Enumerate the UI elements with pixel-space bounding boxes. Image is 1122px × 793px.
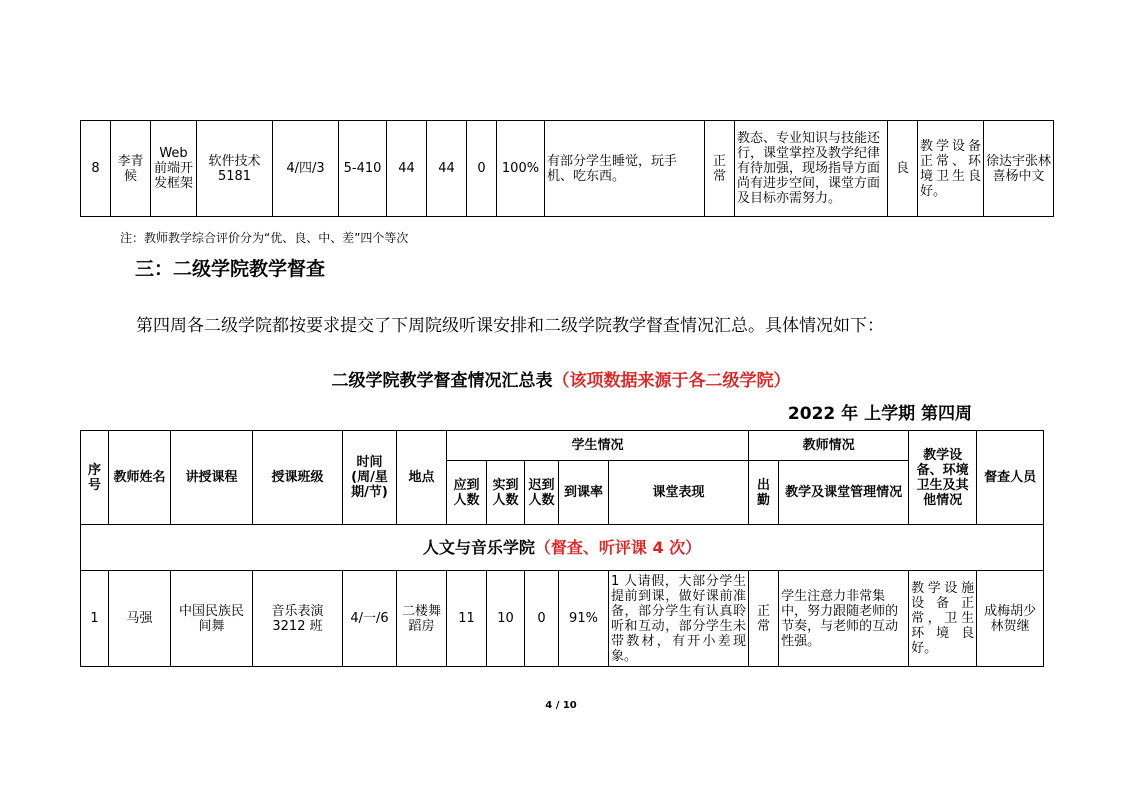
- table-title: [0, 366, 1122, 391]
- page-number: 4 / 10: [545, 700, 577, 711]
- class-time: 4/一/6: [343, 571, 397, 667]
- college-heading: [81, 525, 1044, 571]
- late-count: 0: [525, 571, 559, 667]
- header-row: [81, 431, 1044, 461]
- header-no: 序号: [81, 431, 109, 525]
- teacher-attendance: 正常: [705, 121, 735, 217]
- header-teacher-group: 教师情况: [749, 431, 909, 461]
- class-performance: 1 人请假，大部分学生提前到课，做好课前准备，部分学生有认真聆听和互动，部分学生未带教材，有开小差现象。: [609, 571, 749, 667]
- should-count: 11: [447, 571, 487, 667]
- attendance-rate: 100%: [497, 121, 545, 217]
- class-name: 软件技术5181: [197, 121, 273, 217]
- header-students: 学生情况: [447, 431, 749, 461]
- should-count: 44: [387, 121, 427, 217]
- table-row: [81, 571, 1044, 667]
- teaching-management: 教态、专业知识与技能还行，课堂掌控及教学纪律有待加强，现场指导方面尚有进步空间，课堂方面及目标亦需努力。: [735, 121, 888, 217]
- supervisors: 徐达宇张林喜杨中文: [984, 121, 1054, 217]
- header-rate: 到课率: [559, 461, 609, 525]
- table-row: [81, 121, 1054, 217]
- header-performance: 课堂表现: [609, 461, 749, 525]
- header-attendance: 出勤: [749, 461, 779, 525]
- header-environment: 教学设备、环境卫生及其他情况: [909, 431, 977, 525]
- table-title-main: 二级学院教学督查情况汇总表: [331, 371, 553, 391]
- teaching-management: 学生注意力非常集中，努力跟随老师的节奏，与老师的互动性强。: [779, 571, 909, 667]
- header-course: 讲授课程: [171, 431, 253, 525]
- summary-paragraph: 第四周各二级学院都按要求提交了下周院级听课安排和二级学院教学督查情况汇总。具体情况如下：: [136, 316, 884, 336]
- header-teacher: 教师姓名: [109, 431, 171, 525]
- term-line: 2022 年 上学期 第四周: [787, 404, 972, 424]
- course-name: Web前端开发框架: [151, 121, 197, 217]
- header-actual: 实到人数: [487, 461, 525, 525]
- place: 二楼舞蹈房: [397, 571, 447, 667]
- table-title-note: （该项数据来源于各二级学院）: [552, 371, 791, 391]
- header-should: 应到人数: [447, 461, 487, 525]
- class-performance: 有部分学生睡觉，玩手机、吃东西。: [545, 121, 705, 217]
- class-time: 4/四/3: [273, 121, 339, 217]
- actual-count: 10: [487, 571, 525, 667]
- supervisors: 成梅胡少林贺继: [977, 571, 1044, 667]
- teacher-attendance: 正常: [749, 571, 779, 667]
- actual-count: 44: [427, 121, 467, 217]
- header-late: 迟到人数: [525, 461, 559, 525]
- teacher-name: 马强: [109, 571, 171, 667]
- college-note: （督查、听评课 4 次）: [534, 538, 702, 557]
- header-class: 授课班级: [253, 431, 343, 525]
- previous-table: [80, 120, 1054, 217]
- header-supervisors: 督查人员: [977, 431, 1044, 525]
- course-name: 中国民族民间舞: [171, 571, 253, 667]
- class-name: 音乐表演3212 班: [253, 571, 343, 667]
- summary-table: [80, 430, 1044, 667]
- attendance-rate: 91%: [559, 571, 609, 667]
- header-management: 教学及课堂管理情况: [779, 461, 909, 525]
- environment: 教学设备正常、环境卫生良好。: [918, 121, 984, 217]
- late-count: 0: [467, 121, 497, 217]
- environment: 教学设施设备正常，卫生环境良好。: [909, 571, 977, 667]
- row-no: 1: [81, 571, 109, 667]
- college-row: [81, 525, 1044, 571]
- section-heading: 三：二级学院教学督查: [135, 258, 326, 280]
- grading-note: 注：教师教学综合评价分为“优、良、中、差”四个等次: [120, 231, 409, 245]
- header-place: 地点: [397, 431, 447, 525]
- teacher-name: 李青候: [111, 121, 151, 217]
- college-name: 人文与音乐学院: [422, 538, 535, 557]
- row-no: 8: [81, 121, 111, 217]
- header-time: 时间(周/星期/节): [343, 431, 397, 525]
- room: 5-410: [339, 121, 387, 217]
- grade: 良: [888, 121, 918, 217]
